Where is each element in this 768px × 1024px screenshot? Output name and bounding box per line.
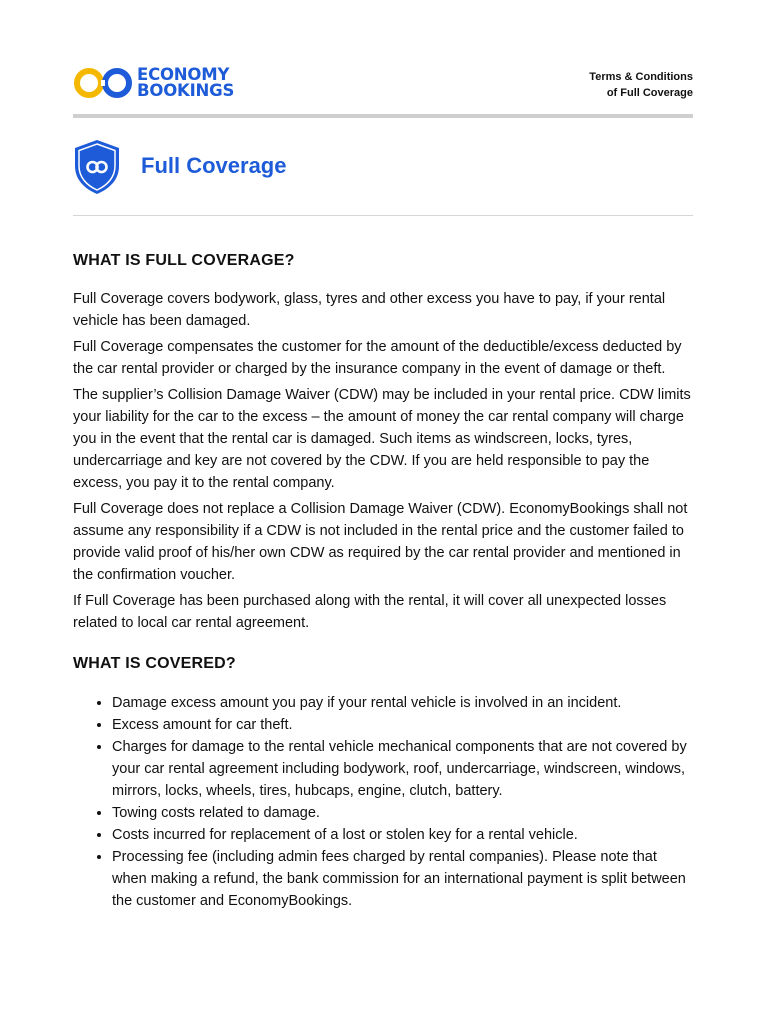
- list-item: • Costs incurred for replacement of a lost or stolen key for a rental vehicle.: [112, 824, 695, 846]
- section-heading: WHAT IS COVERED?: [73, 655, 236, 672]
- section-what-is-full-coverage: [73, 250, 695, 634]
- logo-rings-icon: [73, 66, 133, 100]
- paragraph: Full Coverage covers bodywork, glass, tyres and other excess you have to pay, if your rental vehicle has been damaged.: [73, 291, 666, 329]
- paragraph: If Full Coverage has been purchased along with the rental, it will cover all unexpected losses related to local car rental agreement.: [73, 593, 667, 631]
- header-divider: [73, 114, 693, 118]
- list-item: • Charges for damage to the rental vehicle mechanical components that are not covered by your car rental agreement including bodywork, roof, undercarriage, windscreen, windows, mirrors, locks, wheels, tires, hubcaps, engine, clutch, battery.: [112, 736, 695, 802]
- logo-line-1: ECONOMY: [137, 65, 230, 84]
- title-block: [73, 139, 693, 197]
- paragraph: Full Coverage compensates the customer for the amount of the deductible/excess deducted by the car rental provider or charged by the insurance company in the event of damage or theft.: [73, 339, 682, 377]
- logo-wordmark: [137, 67, 234, 99]
- logo-line-2: BOOKINGS: [137, 81, 235, 100]
- paragraph: The supplier’s Collision Damage Waiver (CDW) may be included in your rental price. CDW limits your liability for the car to the excess – the amount of money the car rental company will charge you in the event that the rental car is damaged. Such items as windscreen, locks, tyres, undercarriage and key are not covered by the CDW. If you are held responsible to pay the excess, you pay it to the rental company.: [73, 387, 691, 491]
- doc-ref-line-1: Terms & Conditions: [589, 71, 693, 83]
- section-what-is-covered: [73, 653, 695, 912]
- doc-ref-line-2: of Full Coverage: [606, 87, 693, 99]
- covered-list: [73, 692, 695, 912]
- document-reference: [589, 69, 693, 101]
- list-item: • Processing fee (including admin fees charged by rental companies). Please note that when making a refund, the bank commission for an international payment is split between the customer and EconomyBookings.: [112, 846, 695, 912]
- section-heading: WHAT IS FULL COVERAGE?: [73, 252, 295, 269]
- shield-icon: [73, 139, 121, 195]
- list-item: • Excess amount for car theft.: [112, 714, 695, 736]
- title-divider: [73, 215, 693, 216]
- list-item: • Damage excess amount you pay if your rental vehicle is involved in an incident.: [112, 692, 695, 714]
- paragraph: Full Coverage does not replace a Collision Damage Waiver (CDW). EconomyBookings shall not assume any responsibility if a CDW is not included in the rental price and the customer failed to provide valid proof of his/her own CDW as required by the car rental provider and mentioned in the confirmation voucher.: [73, 501, 688, 583]
- header: [73, 66, 693, 102]
- document-content: [73, 250, 695, 912]
- list-item: • Towing costs related to damage.: [112, 802, 695, 824]
- page-title: Full Coverage: [141, 153, 287, 178]
- economy-bookings-logo[interactable]: [73, 66, 234, 100]
